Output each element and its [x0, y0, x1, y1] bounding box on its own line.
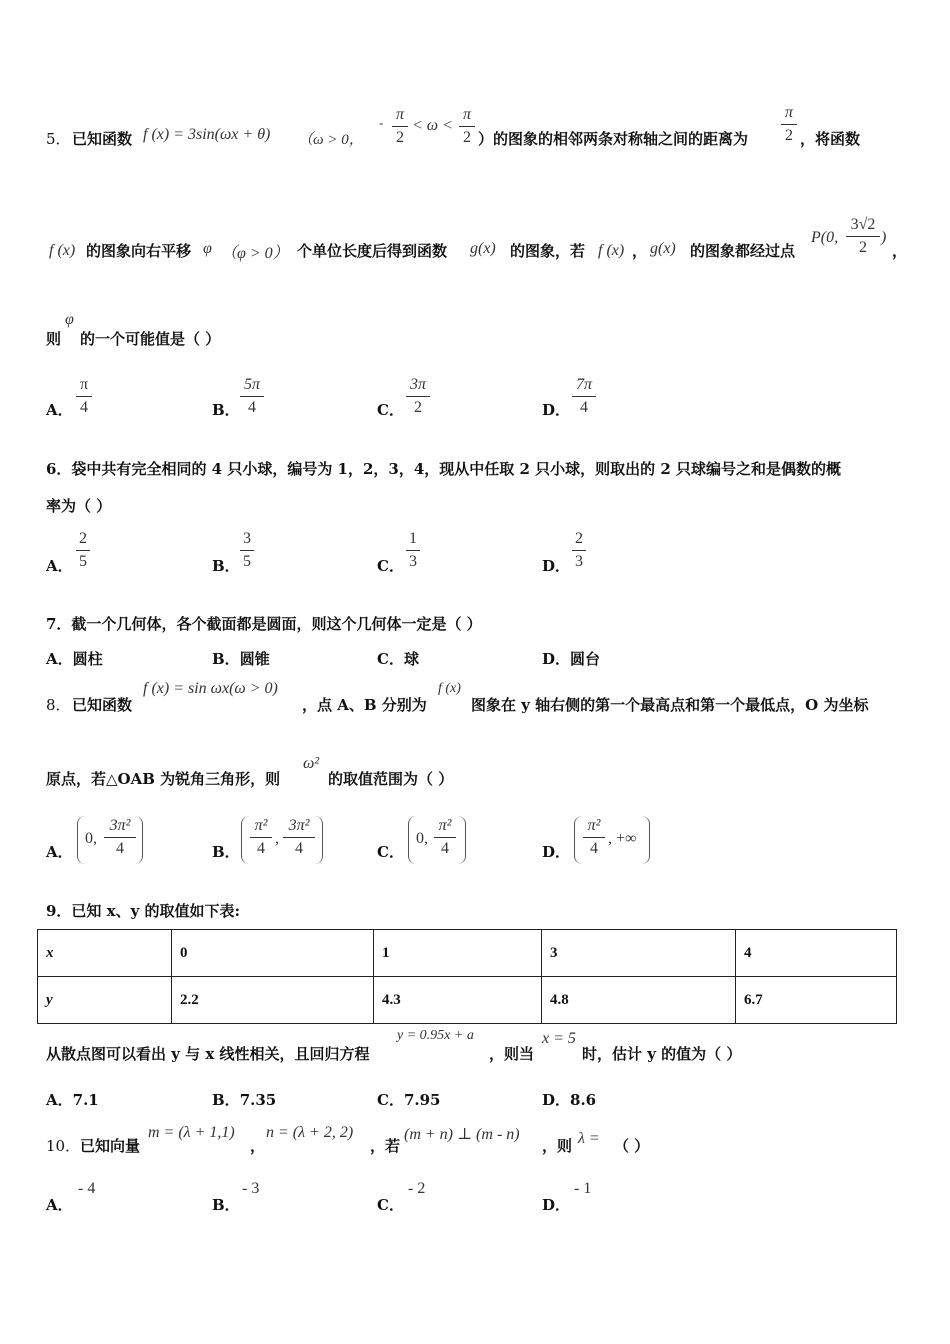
option-label: B． [212, 650, 240, 668]
frac-den: 4 [590, 840, 598, 857]
frac-den: 2 [396, 129, 404, 146]
q10-condition: (m + n) ⊥ (m - n) [404, 1126, 520, 1143]
q5-option-a-label: A． [46, 401, 73, 419]
q10-option-b-label: B． [212, 1196, 240, 1214]
q7-option-c [377, 648, 419, 669]
frac-den: 4 [116, 840, 124, 857]
q8-text-2: ，点 A、B 分别为 [302, 696, 427, 714]
q10-option-b-value: - 3 [242, 1180, 260, 1197]
table-cell: y [38, 977, 172, 1024]
q8-line-2b: 的取值范围为（ ） [328, 770, 454, 788]
q7-option-a [46, 648, 103, 669]
q10-text-2: ，若 [370, 1137, 401, 1155]
q8-option-d-fraction [583, 817, 605, 858]
option-label: A． [46, 1091, 73, 1109]
frac-num: π [395, 106, 404, 123]
q10-option-a-label: A． [46, 1196, 73, 1214]
q8-option-c-pre: 0, [416, 830, 428, 847]
q5-phi: φ [203, 240, 212, 257]
q5-then: 则 [46, 330, 62, 348]
frac-num: π² [587, 817, 601, 834]
option-text: 7.1 [72, 1091, 99, 1109]
q10-option-d-label: D． [542, 1196, 571, 1214]
option-label: C． [377, 1091, 404, 1109]
frac-den: 4 [441, 840, 449, 857]
q5-point-fraction [846, 216, 880, 257]
option-text: 圆柱 [72, 650, 103, 668]
q5-inequality: < ω < [412, 117, 453, 134]
q8-option-d-post: , +∞ [608, 830, 637, 847]
q5-function-def: f (x) = 3sin(ωx + θ) [143, 126, 271, 143]
option-label: A． [46, 650, 73, 668]
frac-den: 4 [295, 840, 303, 857]
q8-option-d-label: D． [542, 843, 571, 861]
q6-option-d-label: D． [542, 557, 571, 575]
q9-option-b [212, 1089, 276, 1110]
q10-vector-n: n = (λ + 2, 2) [266, 1124, 354, 1141]
frac-den: 3 [409, 553, 417, 570]
q5-fraction-neg-pi-over-2 [392, 106, 408, 147]
q8-text-1: 已知函数 [72, 696, 133, 714]
frac-den: 5 [243, 553, 251, 570]
q5-option-b-value [240, 376, 264, 417]
q8-option-c-label: C． [377, 843, 404, 861]
q10-separator: ， [250, 1137, 266, 1155]
q6-option-a-label: A． [46, 557, 73, 575]
q9-text-1: 从散点图可以看出 y 与 x 线性相关，且回归方程 [46, 1045, 370, 1063]
frac-den: 2 [414, 399, 422, 416]
q5-comma: ， [632, 242, 648, 260]
q8-option-c-fraction [434, 817, 456, 858]
q5-text-2: ）的图象的相邻两条对称轴之间的距离为 [478, 130, 749, 148]
option-text: 7.35 [239, 1091, 277, 1109]
q8-function-def: f (x) = sin ωx(ω > 0) [143, 680, 278, 697]
table-cell: 4.8 [542, 977, 736, 1024]
q6-option-d-value [572, 530, 586, 571]
q8-option-a-pre: 0, [85, 830, 97, 847]
q8-option-a-label: A． [46, 843, 73, 861]
q5-fraction-pi-over-2 [459, 106, 475, 147]
q5-point-suffix: ) [881, 229, 887, 246]
frac-num: 2 [575, 530, 583, 547]
frac-num: 3π² [109, 817, 131, 834]
q6-option-a-value [76, 530, 90, 571]
q5-text-8: ， [892, 242, 908, 260]
option-text: 圆锥 [239, 650, 270, 668]
q9-option-d [542, 1089, 596, 1110]
frac-num: 5π [243, 376, 260, 393]
frac-num: π² [254, 817, 268, 834]
q10-text-4: （ ） [614, 1137, 650, 1155]
q9-text-2: ，则当 [489, 1045, 535, 1063]
q8-option-b-fraction-1 [250, 817, 272, 858]
q5-point-prefix: P(0, [811, 229, 839, 246]
q5-text-1: 已知函数 [72, 130, 133, 148]
frac-den: 4 [80, 399, 88, 416]
frac-num: 3√2 [850, 216, 876, 233]
q10-text-1: 已知向量 [80, 1137, 141, 1155]
frac-den: 4 [248, 399, 256, 416]
q5-fx-2: f (x) [598, 242, 625, 259]
frac-num: π [462, 106, 471, 123]
q9-text-3: 时，估计 y 的值为（ ） [582, 1045, 742, 1063]
frac-num: π [79, 376, 89, 393]
q8-option-b-sep: , [275, 830, 279, 847]
table-cell: 1 [374, 930, 542, 977]
option-label: C． [377, 650, 404, 668]
table-cell: 0 [172, 930, 374, 977]
q10-option-c-value: - 2 [408, 1180, 426, 1197]
frac-num: 2 [79, 530, 87, 547]
frac-num: 3π [409, 376, 426, 393]
option-label: D． [542, 650, 571, 668]
option-label: B． [212, 1091, 240, 1109]
q6-option-b-value [240, 530, 254, 571]
q9-regression-equation: y = 0.95x + a [397, 1028, 474, 1043]
q10-vector-m: m = (λ + 1,1) [148, 1124, 235, 1141]
table-cell: 3 [542, 930, 736, 977]
frac-den: 2 [463, 129, 471, 146]
q9-option-a [46, 1089, 99, 1110]
q9-option-c [377, 1089, 441, 1110]
table-cell: 2.2 [172, 977, 374, 1024]
q10-number: 10． [46, 1137, 81, 1155]
option-text: 8.6 [570, 1091, 597, 1109]
q5-text-9: 的一个可能值是（ ） [80, 330, 221, 348]
q10-option-d-value: - 1 [574, 1180, 592, 1197]
q5-text-6: 的图象，若 [510, 242, 586, 260]
q5-text-7: 的图象都经过点 [690, 242, 796, 260]
q5-gx: g(x) [470, 240, 496, 257]
frac-den: 2 [785, 127, 793, 144]
option-text: 球 [403, 650, 419, 668]
q5-phi-2: φ [65, 311, 74, 328]
frac-num: 3π² [288, 817, 310, 834]
option-label: D． [542, 1091, 571, 1109]
q6-option-c-label: C． [377, 557, 404, 575]
frac-num: 7π [575, 376, 592, 393]
q6-line-1: 6．袋中共有完全相同的 4 只小球，编号为 1，2，3，4，现从中任取 2 只小球，则取出的 2 只球编号之和是偶数的概 [46, 460, 842, 478]
q5-option-d-label: D． [542, 401, 571, 419]
frac-den: 3 [575, 553, 583, 570]
table-cell: x [38, 930, 172, 977]
option-text: 7.95 [403, 1091, 441, 1109]
q5-text-4: 的图象向右平移 [86, 242, 192, 260]
option-text: 圆台 [570, 650, 601, 668]
q8-text-3: 图象在 y 轴右侧的第一个最高点和第一个最低点，O 为坐标 [471, 696, 869, 714]
q5-option-d-value [572, 376, 596, 417]
q10-text-3: ，则 [542, 1137, 573, 1155]
q8-omega-squared: ω² [303, 755, 320, 772]
frac-num: 1 [409, 530, 417, 547]
q10-option-a-value: - 4 [78, 1180, 96, 1197]
q7-option-b [212, 648, 270, 669]
q9-line-1: 9．已知 x、y 的取值如下表: [46, 902, 241, 920]
q9-value-table [37, 929, 897, 1024]
q5-phi-condition: （φ > 0） [221, 245, 289, 262]
frac-num: 3 [243, 530, 251, 547]
q5-option-c-label: C． [377, 401, 404, 419]
q9-x-value: x = 5 [542, 1030, 576, 1047]
frac-num: π² [438, 817, 452, 834]
q5-number: 5． [46, 130, 71, 148]
table-cell: 4.3 [374, 977, 542, 1024]
q5-distance-fraction [781, 104, 797, 145]
q8-option-b-label: B． [212, 843, 240, 861]
q8-number: 8． [46, 696, 71, 714]
q5-text-3: ，将函数 [800, 130, 861, 148]
q8-option-b-fraction-2 [283, 817, 315, 858]
q5-omega-condition: （ω > 0， [298, 132, 364, 148]
frac-den: 4 [580, 399, 588, 416]
q6-option-c-value [406, 530, 420, 571]
frac-den: 5 [79, 553, 87, 570]
q5-option-b-label: B． [212, 401, 240, 419]
q7-line-1: 7．截一个几何体，各个截面都是圆面，则这个几何体一定是（ ） [46, 615, 482, 633]
q5-option-a-value [76, 376, 92, 417]
q5-gx-2: g(x) [650, 240, 676, 257]
q6-option-b-label: B． [212, 557, 240, 575]
q10-option-c-label: C． [377, 1196, 404, 1214]
table-row [38, 977, 897, 1024]
q8-line-2a: 原点，若△OAB 为锐角三角形，则 [46, 770, 281, 788]
q5-minus-sign: - [379, 115, 384, 130]
q8-option-a-fraction [104, 817, 136, 858]
q6-line-2: 率为（ ） [46, 497, 112, 515]
q5-text-5: 个单位长度后得到函数 [297, 242, 448, 260]
frac-den: 4 [257, 840, 265, 857]
table-cell: 4 [736, 930, 897, 977]
q7-option-d [542, 648, 600, 669]
q5-option-c-value [406, 376, 430, 417]
q8-fx: f (x) [438, 681, 461, 696]
table-row [38, 930, 897, 977]
frac-num: π [784, 104, 793, 121]
q10-lambda: λ = [578, 1130, 600, 1147]
q5-fx: f (x) [49, 242, 76, 259]
frac-den: 2 [859, 239, 867, 256]
table-cell: 6.7 [736, 977, 897, 1024]
